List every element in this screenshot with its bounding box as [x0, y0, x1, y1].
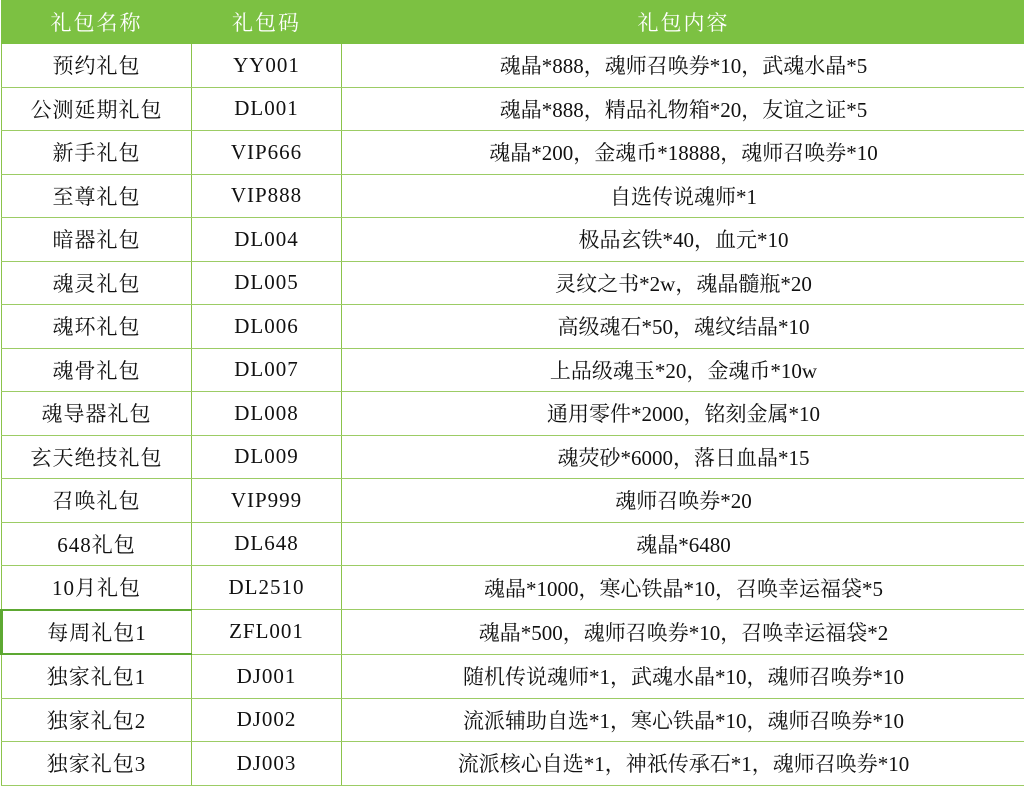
table-row	[2, 174, 1024, 218]
gift-code-cell[interactable]: YY001	[192, 44, 342, 88]
gift-name-cell: 魂导器礼包	[2, 392, 192, 436]
table-row	[2, 348, 1024, 392]
table-row	[2, 479, 1024, 523]
gift-content-cell: 高级魂石*50，魂纹结晶*10	[342, 305, 1024, 349]
gift-content-cell: 魂荧砂*6000，落日血晶*15	[342, 435, 1024, 479]
gift-content-cell: 魂师召唤券*20	[342, 479, 1024, 523]
gift-content-cell: 魂晶*888，精品礼物箱*20，友谊之证*5	[342, 87, 1024, 131]
table-header	[2, 1, 1024, 44]
gift-name-cell: 魂环礼包	[2, 305, 192, 349]
gift-name-cell: 魂骨礼包	[2, 348, 192, 392]
table-row	[2, 44, 1024, 88]
table-row	[2, 435, 1024, 479]
gift-name-cell: 公测延期礼包	[2, 87, 192, 131]
gift-name-cell: 魂灵礼包	[2, 261, 192, 305]
gift-code-cell[interactable]: DL007	[192, 348, 342, 392]
gift-code-cell[interactable]: DL006	[192, 305, 342, 349]
gift-content-cell: 上品级魂玉*20，金魂币*10w	[342, 348, 1024, 392]
gift-code-cell[interactable]: VIP999	[192, 479, 342, 523]
table-row	[2, 305, 1024, 349]
gift-content-cell: 极品玄铁*40，血元*10	[342, 218, 1024, 262]
gift-name-cell: 独家礼包1	[2, 654, 192, 698]
gift-name-cell: 独家礼包2	[2, 698, 192, 742]
gift-content-cell: 自选传说魂师*1	[342, 174, 1024, 218]
table-row	[2, 566, 1024, 610]
table-row	[2, 261, 1024, 305]
gift-content-cell: 灵纹之书*2w，魂晶髓瓶*20	[342, 261, 1024, 305]
gift-code-cell[interactable]: DL009	[192, 435, 342, 479]
table-header-row	[2, 1, 1024, 44]
gift-code-cell[interactable]: VIP888	[192, 174, 342, 218]
table-row	[2, 131, 1024, 175]
gift-code-cell[interactable]: DL004	[192, 218, 342, 262]
column-header-content: 礼包内容	[342, 1, 1024, 44]
gift-code-cell[interactable]: DJ003	[192, 742, 342, 786]
table-body	[2, 44, 1024, 786]
table-row	[2, 522, 1024, 566]
gift-name-cell: 暗器礼包	[2, 218, 192, 262]
column-header-code: 礼包码	[192, 1, 342, 44]
table-row	[2, 742, 1024, 786]
table-row	[2, 654, 1024, 698]
gift-code-cell[interactable]: DL008	[192, 392, 342, 436]
gift-content-cell: 魂晶*1000，寒心铁晶*10，召唤幸运福袋*5	[342, 566, 1024, 610]
gift-code-cell[interactable]: DL005	[192, 261, 342, 305]
gift-code-cell[interactable]: ZFL001	[192, 610, 342, 655]
gift-code-cell[interactable]: VIP666	[192, 131, 342, 175]
table-row	[2, 610, 1024, 655]
gift-name-cell: 648礼包	[2, 522, 192, 566]
gift-name-cell: 玄天绝技礼包	[2, 435, 192, 479]
table-row	[2, 392, 1024, 436]
gift-code-cell[interactable]: DJ001	[192, 654, 342, 698]
gift-content-cell: 魂晶*500，魂师召唤券*10，召唤幸运福袋*2	[342, 610, 1024, 655]
gift-name-cell: 每周礼包1	[2, 610, 192, 655]
gift-name-cell: 新手礼包	[2, 131, 192, 175]
gift-code-cell[interactable]: DL001	[192, 87, 342, 131]
gift-content-cell: 魂晶*888，魂师召唤券*10，武魂水晶*5	[342, 44, 1024, 88]
gift-content-cell: 流派辅助自选*1，寒心铁晶*10，魂师召唤券*10	[342, 698, 1024, 742]
gift-name-cell: 独家礼包3	[2, 742, 192, 786]
gift-code-cell[interactable]: DL2510	[192, 566, 342, 610]
gift-content-cell: 通用零件*2000，铭刻金属*10	[342, 392, 1024, 436]
gift-content-cell: 魂晶*200，金魂币*18888，魂师召唤券*10	[342, 131, 1024, 175]
column-header-name: 礼包名称	[2, 1, 192, 44]
gift-content-cell: 随机传说魂师*1，武魂水晶*10，魂师召唤券*10	[342, 654, 1024, 698]
gift-content-cell: 魂晶*6480	[342, 522, 1024, 566]
gift-code-cell[interactable]: DL648	[192, 522, 342, 566]
table-row	[2, 87, 1024, 131]
gift-code-cell[interactable]: DJ002	[192, 698, 342, 742]
table-row	[2, 698, 1024, 742]
gift-content-cell: 流派核心自选*1，神祇传承石*1，魂师召唤券*10	[342, 742, 1024, 786]
gift-name-cell: 召唤礼包	[2, 479, 192, 523]
gift-name-cell: 预约礼包	[2, 44, 192, 88]
table-row	[2, 218, 1024, 262]
gift-name-cell: 至尊礼包	[2, 174, 192, 218]
gift-name-cell: 10月礼包	[2, 566, 192, 610]
